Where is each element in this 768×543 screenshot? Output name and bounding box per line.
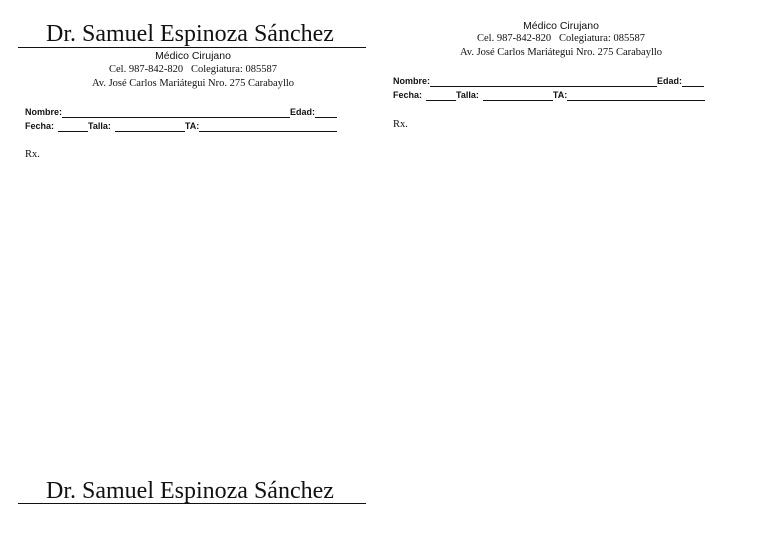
right-name-row bbox=[393, 76, 704, 87]
left-bp-field[interactable] bbox=[199, 122, 337, 132]
right-name-field[interactable] bbox=[430, 77, 657, 87]
right-date-label: Fecha: bbox=[393, 90, 423, 100]
right-address: Av. José Carlos Mariátegui Nro. 275 Carabayllo bbox=[459, 47, 663, 58]
left-date-label: Fecha: bbox=[25, 121, 55, 131]
left-address: Av. José Carlos Mariátegui Nro. 275 Carabayllo bbox=[91, 78, 295, 89]
left-name-field[interactable] bbox=[62, 108, 290, 118]
left-phone: Cel. 987-842-820 bbox=[109, 64, 184, 75]
left-height-field[interactable] bbox=[115, 122, 185, 132]
right-contact-line bbox=[411, 32, 711, 45]
right-phone: Cel. 987-842-820 bbox=[477, 33, 552, 44]
right-date-field[interactable] bbox=[426, 91, 456, 101]
right-license: Colegiatura: 085587 bbox=[558, 33, 645, 44]
right-name-label: Nombre: bbox=[393, 76, 431, 86]
right-specialty: Médico Cirujano bbox=[523, 20, 599, 32]
left-age-field[interactable] bbox=[315, 108, 337, 118]
right-bp-field[interactable] bbox=[567, 91, 705, 101]
left-bp-label: TA: bbox=[184, 121, 200, 131]
right-height-field[interactable] bbox=[483, 91, 553, 101]
left-name-label: Nombre: bbox=[25, 107, 63, 117]
left-specialty: Médico Cirujano bbox=[155, 50, 231, 62]
left-doctor-name: Dr. Samuel Espinoza Sánchez bbox=[46, 21, 334, 47]
right-age-field[interactable] bbox=[682, 77, 704, 87]
left-license: Colegiatura: 085587 bbox=[190, 64, 277, 75]
left-rx-label: Rx. bbox=[25, 149, 40, 160]
left-age-label: Edad: bbox=[290, 107, 316, 117]
right-age-label: Edad: bbox=[657, 76, 683, 86]
left-title-underline bbox=[18, 47, 366, 48]
left-date-row bbox=[25, 121, 337, 132]
left-height-label: Talla: bbox=[88, 121, 111, 131]
right-height-label: Talla: bbox=[456, 90, 479, 100]
bottom-doctor-name: Dr. Samuel Espinoza Sánchez bbox=[46, 478, 334, 504]
right-rx-label: Rx. bbox=[393, 119, 408, 130]
right-date-row bbox=[393, 90, 705, 101]
left-date-field[interactable] bbox=[58, 122, 88, 132]
left-name-row bbox=[25, 107, 337, 118]
bottom-title-underline bbox=[18, 503, 366, 504]
left-contact-line bbox=[43, 63, 343, 76]
right-bp-label: TA: bbox=[552, 90, 568, 100]
